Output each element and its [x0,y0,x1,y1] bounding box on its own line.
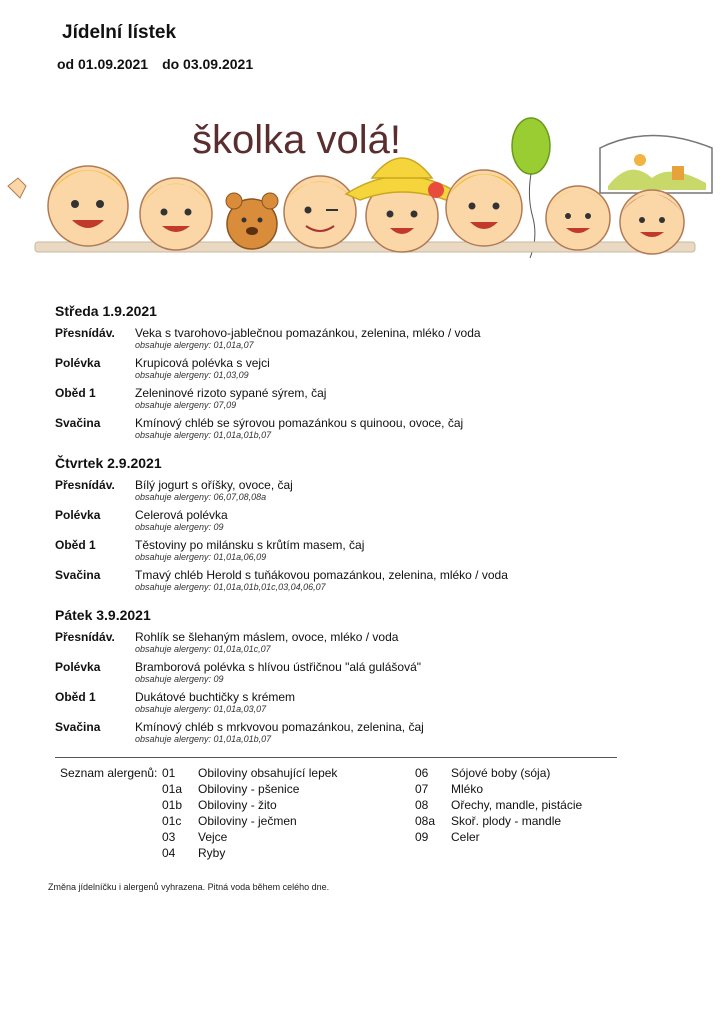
allergen-name: Vejce [198,830,228,844]
allergen-item [162,766,337,780]
meal-allergens: obsahuje alergeny: 01,01a,01c,07 [135,644,271,654]
allergen-code: 01b [162,798,183,812]
allergen-code: 01c [162,814,182,828]
meal-row [55,690,675,720]
allergen-code: 04 [162,846,176,860]
allergen-item [162,830,227,844]
meal-type: Polévka [55,660,101,674]
allergen-item [415,766,550,780]
day-title: Středa 1.9.2021 [55,303,157,319]
allergen-code: 08 [415,798,429,812]
allergen-code: 01 [162,766,176,780]
allergen-name: Obiloviny - pšenice [198,782,300,796]
meal-row [55,508,675,538]
meal-allergens: obsahuje alergeny: 01,01a,01b,01c,03,04,06,07 [135,582,326,592]
allergen-code: 06 [415,766,429,780]
meal-row [55,356,675,386]
day-title: Čtvrtek 2.9.2021 [55,455,162,471]
meal-type: Přesnídáv. [55,630,115,644]
meal-type: Oběd 1 [55,386,96,400]
meal-type: Přesnídáv. [55,326,115,340]
allergen-code: 09 [415,830,429,844]
meal-row [55,720,675,750]
date-range [57,56,253,72]
allergen-code: 03 [162,830,176,844]
allergen-item [415,814,561,828]
meal-row [55,630,675,660]
allergen-item [415,830,480,844]
meal-allergens: obsahuje alergeny: 01,01a,07 [135,340,254,350]
banner-logo-text: školka volá! [192,118,401,162]
footer-note: Změna jídelníčku i alergenů vyhrazena. Pitná voda během celého dne. [48,882,330,892]
section-divider [55,757,617,758]
kid-faces [8,158,684,254]
allergen-item [162,846,225,860]
meal-allergens: obsahuje alergeny: 06,07,08,08a [135,492,267,502]
meal-type: Svačina [55,416,101,430]
meal-dish: Kmínový chléb se sýrovou pomazánkou s quinoou, ovoce, čaj [135,416,464,430]
allergen-name: Obiloviny obsahující lepek [198,766,338,780]
meal-row [55,660,675,690]
meal-dish: Tmavý chléb Herold s tuňákovou pomazánkou, zelenina, mléko / voda [135,568,508,582]
meal-allergens: obsahuje alergeny: 09 [135,674,224,684]
allergen-name: Celer [451,830,480,844]
meal-dish: Dukátové buchtičky s krémem [135,690,296,704]
day-title: Pátek 3.9.2021 [55,607,151,623]
day-section-thursday [55,455,675,598]
meal-allergens: obsahuje alergeny: 01,01a,01b,07 [135,430,272,440]
meal-allergens: obsahuje alergeny: 01,01a,01b,07 [135,734,272,744]
meal-type: Polévka [55,508,101,522]
meal-row [55,568,675,598]
allergen-item [162,798,277,812]
date-to: do 03.09.2021 [162,56,254,72]
meal-allergens: obsahuje alergeny: 01,01a,03,07 [135,704,267,714]
meal-dish: Kmínový chléb s mrkvovou pomazánkou, zelenina, čaj [135,720,424,734]
allergen-name: Ryby [198,846,226,860]
meal-row [55,386,675,416]
meal-dish: Bramborová polévka s hlívou ústřičnou "alá gulášová" [135,660,422,674]
meal-type: Polévka [55,356,101,370]
allergen-code: 01a [162,782,183,796]
meal-type: Oběd 1 [55,538,96,552]
meal-type: Oběd 1 [55,690,96,704]
meal-allergens: obsahuje alergeny: 01,03,09 [135,370,249,380]
meal-allergens: obsahuje alergeny: 07,09 [135,400,237,410]
allergen-name: Ořechy, mandle, pistácie [451,798,583,812]
allergen-code: 08a [415,814,436,828]
allergen-list-label: Seznam alergenů: [60,766,158,780]
meal-row [55,478,675,508]
allergen-name: Mléko [451,782,484,796]
day-section-friday [55,607,675,750]
meal-type: Přesnídáv. [55,478,115,492]
meal-type: Svačina [55,720,101,734]
meal-row [55,538,675,568]
meal-row [55,326,675,356]
meal-dish: Těstoviny po milánsku s krůtím masem, čaj [135,538,365,552]
kids-banner-illustration [0,108,724,268]
meal-allergens: obsahuje alergeny: 09 [135,522,224,532]
meal-dish: Zeleninové rizoto sypané sýrem, čaj [135,386,327,400]
meal-row [55,416,675,446]
allergen-item [162,782,299,796]
meal-dish: Bílý jogurt s oříšky, ovoce, čaj [135,478,293,492]
allergen-name: Obiloviny - ječmen [198,814,297,828]
page-title: Jídelní lístek [62,22,177,43]
allergen-name: Sójové boby (sója) [451,766,551,780]
allergen-name: Skoř. plody - mandle [451,814,562,828]
allergen-item [162,814,297,828]
meal-type: Svačina [55,568,101,582]
meal-allergens: obsahuje alergeny: 01,01a,06,09 [135,552,267,562]
date-from: od 01.09.2021 [57,56,149,72]
meal-dish: Veka s tvarohovo-jablečnou pomazánkou, zelenina, mléko / voda [135,326,481,340]
picture-sign-icon [600,136,712,194]
meal-dish: Krupicová polévka s vejci [135,356,270,370]
meal-dish: Rohlík se šlehaným máslem, ovoce, mléko / voda [135,630,399,644]
allergen-name: Obiloviny - žito [198,798,277,812]
meal-dish: Celerová polévka [135,508,228,522]
day-section-wednesday [55,303,675,446]
allergen-item [415,782,483,796]
allergen-code: 07 [415,782,429,796]
balloon-icon [512,118,550,258]
allergen-item [415,798,582,812]
